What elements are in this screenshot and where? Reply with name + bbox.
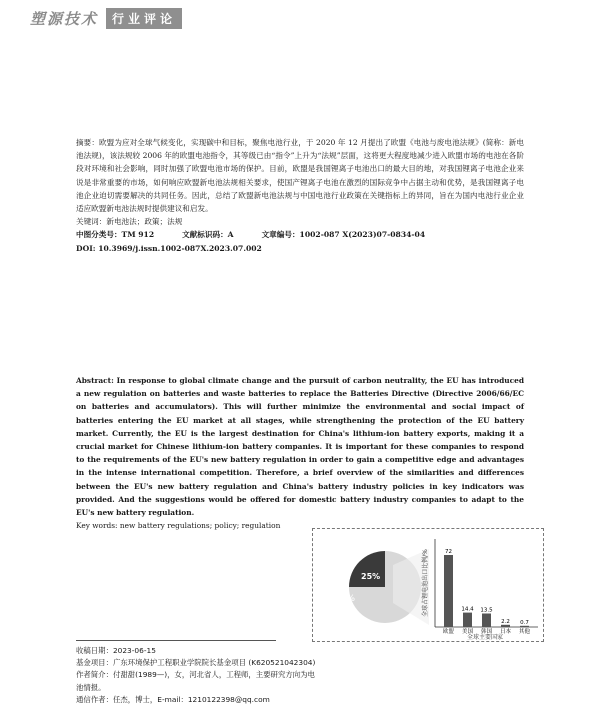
keywords-en: Key words: new battery regulations; policy; regulation xyxy=(76,521,281,531)
bar-2 xyxy=(482,614,491,628)
author-bio: 作者简介：付甜甜(1989—)，女，河北省人，工程师，主要研究方向为电池情报。 xyxy=(76,670,315,692)
keywords-cn xyxy=(76,215,524,228)
category-label-1: 美国 xyxy=(461,629,474,635)
footer-divider xyxy=(76,640,276,641)
chinese-abstract-block xyxy=(76,136,524,255)
fund-project: 基金项目：广东环境保护工程职业学院院长基金项目 (K620521042304) xyxy=(76,658,316,668)
journal-name: 塑源技术 xyxy=(30,10,99,28)
bar-1 xyxy=(463,613,472,627)
keywords-cn-text: 新电池法；政策；法规 xyxy=(106,217,183,227)
pie-big-label: 75% xyxy=(335,594,356,604)
category-label-0: 欧盟 xyxy=(442,629,455,635)
figure-box xyxy=(312,528,544,642)
bar-series xyxy=(443,549,531,635)
abstract-cn-text: 欧盟为应对全球气候变化，实现碳中和目标，聚焦电池行业，于 2020 年 12 月提出了欧盟《电池与废电池法规》(简称：新电池法规)，该法规较 2006 年的欧盟电池指令，其等级已由“指令”上升为“法规”层面，这将更大程度地减少进入欧盟市场的电池在各阶段对环境和社会影响，同时加强了欧盟电池市场的保护。目前，欧盟是我国锂离子电池出口的最大目的地，对我国锂离子电池企业来说是非常重要的市场，如何响应欧盟新电池法规相关要求，使国产锂离子电池在激烈的国际竞争中占据主动和优势，是我国锂离子电池企业迫切需要解决的共同任务。因此，总结了欧盟新电池法规与中国电池行业政策在关键指标上的异同，旨在为国内电池行业企业适应欧盟新电池法规时提供建议和启发。 xyxy=(76,138,525,214)
category-label-2: 韩国 xyxy=(480,629,493,635)
journal-header xyxy=(30,8,182,29)
article-number: 文章编号：1002-087 X(2023)07-0834-04 xyxy=(261,230,426,240)
english-abstract-block xyxy=(76,374,524,532)
bar-3 xyxy=(501,625,510,627)
abstract-en: Abstract: In response to global climate change and the pursuit of carbon neutrality, the EU has introduced a new regulation on batteries and waste batteries to replace the Batteries Directive (Directive 2006/66/EC on batteries and accumulators). This will further minimize the environmental and social impact of batteries entering the EU market at all stages, while strengthening the protection of the EU battery market. Currently, the EU is the largest destination for China's lithium-ion battery exports, making it a crucial market for Chinese lithium-ion battery companies. It is important for these companies to respond to the requirements of the EU's new battery regulation in order to gain a competitive edge and advantages in the intense international competition. Therefore, a brief overview of the similarities and differences between the EU's new battery regulation and China's battery industry policies in key indicators was provided. And the suggestions would be offered for domestic battery industry companies to adapt to the EU's new battery regulation. xyxy=(76,376,524,518)
abstract-cn xyxy=(76,136,524,215)
corresponding-author: 通信作者：任杰，博士，E-mail：1210122398@qq.com xyxy=(76,694,270,704)
doi: DOI: 10.3969/j.issn.1002-087X.2023.07.002 xyxy=(76,243,262,253)
bar-value-label-2: 13.5 xyxy=(480,607,493,614)
pie-slice-25 xyxy=(349,551,385,587)
received-date: 收稿日期：2023-06-15 xyxy=(76,646,156,655)
bar-value-label-3: 2.2 xyxy=(501,618,510,625)
classification-row xyxy=(76,228,524,241)
section-tag: 行业评论 xyxy=(106,8,182,29)
document-code: 文献标识码：A xyxy=(182,230,234,240)
keywords-cn-label: 关键词： xyxy=(76,217,107,227)
bar-4 xyxy=(520,626,529,627)
bar-0 xyxy=(444,555,453,627)
category-label-3: 日本 xyxy=(499,629,512,635)
footnote-block xyxy=(76,645,316,706)
bar-value-label-1: 14.4 xyxy=(461,606,474,613)
bar-value-label-4: 0.7 xyxy=(520,619,529,626)
x-axis-label: 全球主要国家 xyxy=(466,634,504,641)
abstract-cn-label: 摘要： xyxy=(76,138,99,147)
bar-value-label-0: 72 xyxy=(445,549,452,555)
category-label-4: 其他 xyxy=(518,629,531,635)
export-chart xyxy=(313,529,543,641)
y-axis-label: 全球占锂电池出口比例/% xyxy=(422,549,429,617)
pie-small-label: 25% xyxy=(361,572,381,581)
clc-number: 中图分类号：TM 912 xyxy=(76,230,155,240)
